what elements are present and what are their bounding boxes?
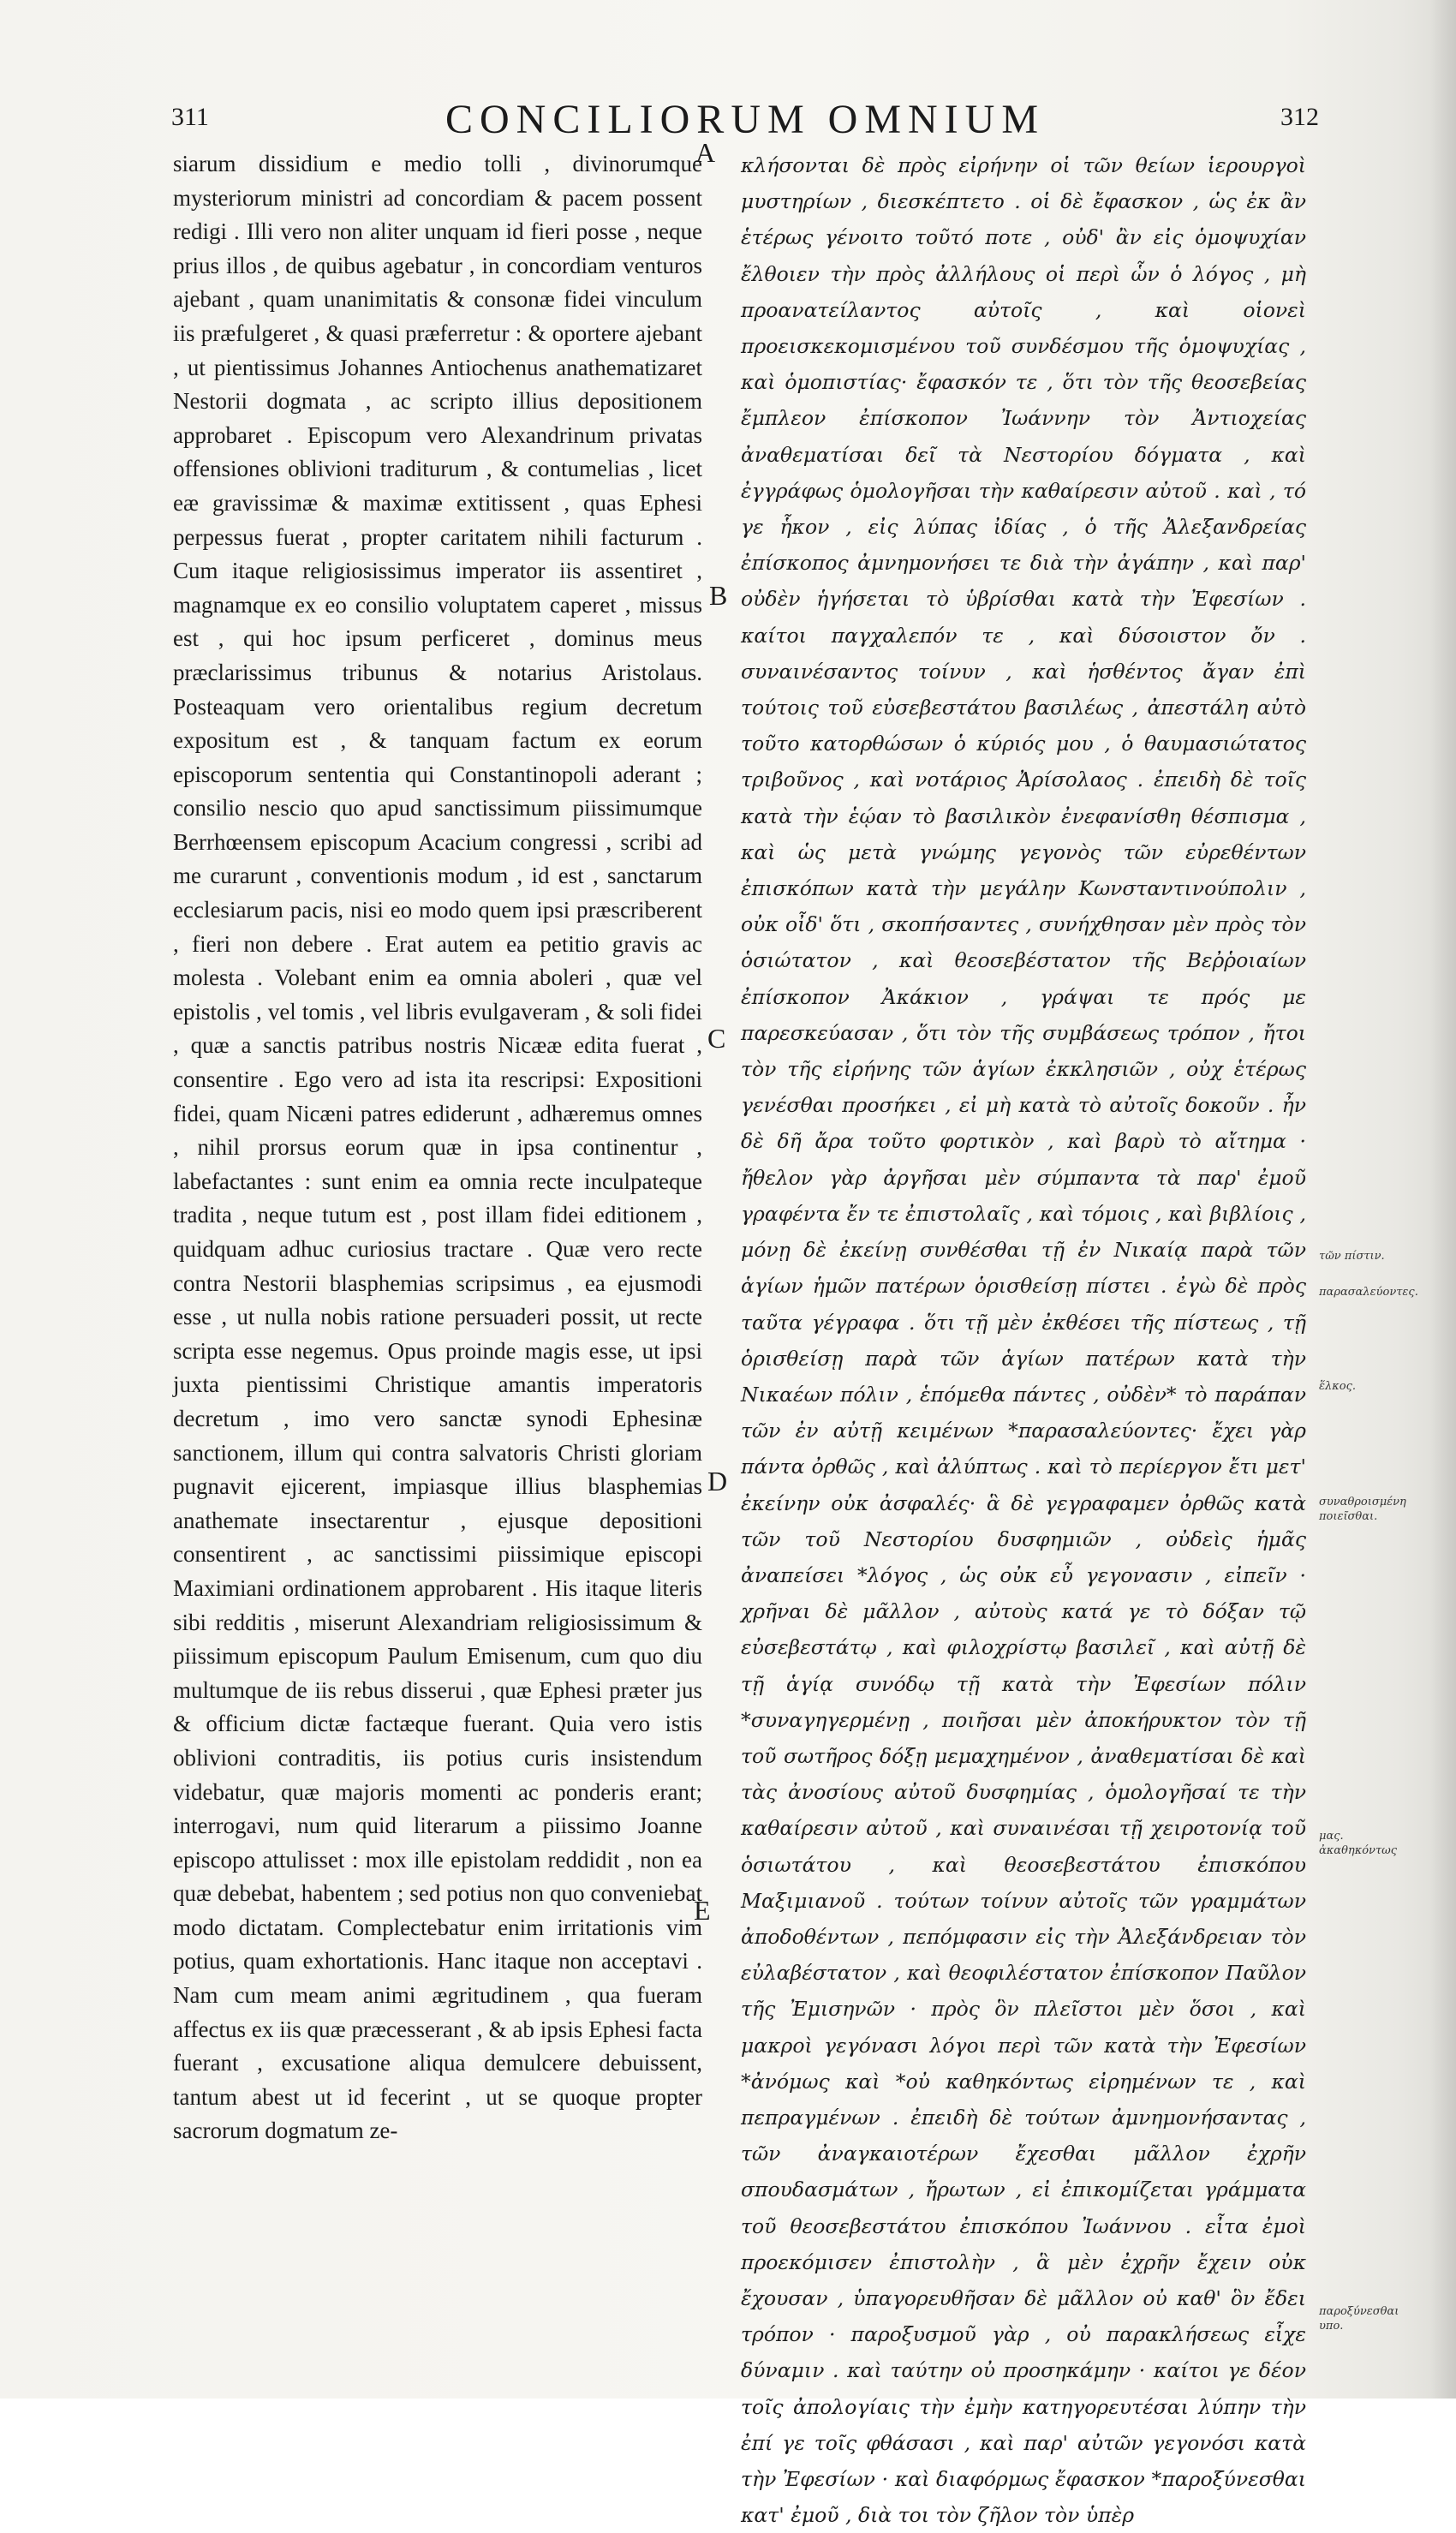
section-letter-b: B (709, 580, 728, 611)
page-number-right: 312 (1280, 103, 1319, 131)
page-number-left: 311 (171, 103, 209, 131)
latin-column (173, 147, 702, 2148)
section-letter-e: E (694, 1895, 711, 1926)
latin-text: siarum dissidium e medio tolli , divinorumque mysteriorum ministri ad concordiam & pacem possent redigi . Illi vero non aliter unquam id fieri posse , neque prius illos , de quibus agebatur , in concordiam venturos ajebant , quam unanimitatis & consonæ fidei vinculum iis præfulgeret , & quasi præferretur : & oportere ajebant , ut pientissimus Johannes Antiochenus anathematizaret Nestorii dogmata , ac scripto illius depositionem approbaret . Episcopum vero Alexandrinum privatas offensiones oblivioni traditurum , & contumelias , licet eæ gravissimæ & maximæ extitissent , quas Ephesi perpessus fuerat , propter caritatem nihili facturum . Cum itaque religiosissimus imperator iis assentiret , magnamque ex eo consilio voluptatem caperet , missus est , qui hoc ipsum perficeret , dominus meus præclarissimus tribunus & notarius Aristolaus. Posteaquam vero orientalibus regium decretum expositum est , & tanquam factum ex eorum episcoporum sententia qui Constantinopoli aderant ; consilio nescio quo apud sanctissimum piissimumque Berrhœensem episcopum Acacium congressi , scribi ad me curarunt , conventionis modum , id est , sanctarum ecclesiarum pacis, nisi eo modo quem ipsi præscriberent , fieri non debere . Erat autem ea petitio gravis ac molesta . Volebant enim ea omnia aboleri , quæ vel epistolis , vel tomis , vel libris evulgaveram , & soli fidei , quæ a sanctis patribus nostris Nicææ edita fuerat , consentire . Ego vero ad ista ita rescripsi: Expositioni fidei, quam Nicæni patres ediderunt , adhæremus omnes , nihil prorsus eorum quæ in ipsa continentur , labefactantes : sunt enim ea omnia recte inculpateque tradita , neque tutum est , post illam fidei editionem , quidquam adhuc curiosius tractare . Quæ vero recte contra Nestorii blasphemias scripsimus , ea ejusmodi esse , ut nulla nobis ratione persuaderi possit, ut recte scripta esse negemus. Opus proinde magis esse, ut ipsi juxta pientissimi Christique amantis imperatoris decretum , imo vero sanctæ synodi Ephesinæ sanctionem, illum qui contra salvatoris Christi gloriam pugnavit ejicerent, impiasque illius blasphemias anathemate insectarentur , ejusque depositioni consentirent , ac sanctissimi piissimique episcopi Maximiani ordinationem approbarent . His itaque literis sibi redditis , miserunt Alexandriam religiosissimum & piissimum episcopum Paulum Emisenum, cum quo diu multumque de iis rebus disserui , quæ Ephesi præter jus & officium dictæ factæque fuerant. Quia vero istis oblivioni contraditis, iis potius curis insistendum videbatur, quæ majoris momenti ac ponderis erant; interrogavi, num quid literarum a piissimo Joanne episcopo attulisset : mox ille epistolam reddidit , non ea quæ debebat, habentem ; sed potius non quo conveniebat modo dictatam. Complectebatur enim irritationis vim potius, quam exhortationis. Hanc itaque non acceptavi . Nam cum meam animi ægritudinem , qua fueram affectus ex iis quæ præcesserant , & ab ipsis Ephesi facta fuerant , excusatione aliqua demulcere debuissent, tantum abest ut id fecerint , ut se quoque propter sacrorum dogmatum ze- (173, 151, 702, 2144)
margin-note: τῶν πίστιν. (1319, 1250, 1385, 1263)
margin-note: παροξύνεσθαι υπο. (1319, 2305, 1399, 2333)
margin-note: μας. ἀκαθηκόντως (1319, 1830, 1398, 1857)
greek-text: κλήσονται δὲ πρὸς εἰρήνην οἱ τῶν θείων ἱερουργοὶ μυστηρίων , διεσκέπτετο . οἱ δὲ ἔφασκον , ὡς ἐκ ἂν ἑτέρως γένοιτο τοῦτό ποτε , οὐδ' ἂν εἰς ὁμοψυχίαν ἔλθοιεν τὴν πρὸς ἀλλήλους οἱ περὶ ὧν ὁ λόγος , μὴ προανατείλαντος αὐτοῖς , καὶ οἱονεὶ προεισκεκομισμένου τοῦ συνδέσμου τῆς ὁμοψυχίας , καὶ ὁμοπιστίας· ἔφασκόν τε , ὅτι τὸν τῆς θεοσεβείας ἔμπλεον ἐπίσκοπον Ἰωάννην τὸν Ἀντιοχείας ἀναθεματίσαι δεῖ τὰ Νεστορίου δόγματα , καὶ ἐγγράφως ὁμολογῆσαι τὴν καθαίρεσιν αὐτοῦ . καὶ , τό γε ἧκον , εἰς λύπας ἰδίας , ὁ τῆς Ἀλεξανδρείας ἐπίσκοπος ἀμνημονήσει τε διὰ τὴν ἀγάπην , καὶ παρ' οὐδὲν ἡγήσεται τὸ ὑβρίσθαι κατὰ τὴν Ἐφεσίων . καίτοι παγχαλεπόν τε , καὶ δύσοιστον ὄν . συναινέσαντος τοίνυν , καὶ ἡσθέντος ἄγαν ἐπὶ τούτοις τοῦ εὐσεβεστάτου βασιλέως , ἀπεστάλη αὐτὸ τοῦτο κατορθώσων ὁ κύριός μου , ὁ θαυμασιώτατος τριβοῦνος , καὶ νοτάριος Ἀρίσολαος . ἐπειδὴ δὲ τοῖς κατὰ τὴν ἑῴαν τὸ βασιλικὸν ἐνεφανίσθη θέσπισμα , καὶ ὡς μετὰ γνώμης γεγονὸς τῶν εὐρεθέντων ἐπισκόπων κατὰ τὴν μεγάλην Κωνσταντινούπολιν , οὐκ οἶδ' ὅτι , σκοπήσαντες , συνήχθησαν μὲν πρὸς τὸν ὁσιώτατον , καὶ θεοσεβέστατον τῆς Βεῤῥοιαίων ἐπίσκοπον Ἀκάκιον , γράψαι τε πρός με παρεσκεύασαν , ὅτι τὸν τῆς συμβάσεως τρόπον , ἤτοι τὸν τῆς εἰρήνης τῶν ἁγίων ἐκκλησιῶν , οὐχ ἑτέρως γενέσθαι προσήκει , εἰ μὴ κατὰ τὸ αὐτοῖς δοκοῦν . ἦν δὲ δῆ ἄρα τοῦτο φορτικὸν , καὶ βαρὺ τὸ αἴτημα · ἤθελον γὰρ ἀργῆσαι μὲν σύμπαντα τὰ παρ' ἐμοῦ γραφέντα ἔν τε ἐπιστολαῖς , καὶ τόμοις , καὶ βιβλίοις , μόνῃ δὲ ἐκείνῃ συνθέσθαι τῇ ἐν Νικαίᾳ παρὰ τῶν ἁγίων ἡμῶν πατέρων ὁρισθείσῃ πίστει . ἐγὼ δὲ πρὸς ταῦτα γέγραφα . ὅτι τῇ μὲν ἐκθέσει τῆς πίστεως , τῇ ὁρισθείσῃ παρὰ τῶν ἁγίων πατέρων κατὰ τὴν Νικαέων πόλιν , ἑπόμεθα πάντες , οὐδὲν* τὸ παράπαν τῶν ἐν αὐτῇ κειμένων *παρασαλεύοντες· ἔχει γὰρ πάντα ὀρθῶς , καὶ ἀλύπτως . καὶ τὸ περίεργον ἔτι μετ' ἐκείνην οὐκ ἀσφαλές· ἃ δὲ γεγραφαμεν ὀρθῶς κατὰ τῶν τοῦ Νεστορίου δυσφημιῶν , οὐδεὶς ἡμᾶς ἀναπείσει *λόγος , ὡς οὐκ εὖ γεγονασιν , εἰπεῖν · χρῆναι δὲ μᾶλλον , αὐτοὺς κατά γε τὸ δόξαν τῷ εὐσεβεστάτῳ , καὶ φιλοχρίστῳ βασιλεῖ , καὶ αὐτῇ δὲ τῇ ἁγίᾳ συνόδῳ τῇ κατὰ τὴν Ἐφεσίων πόλιν *συναγηγερμένῃ , ποιῆσαι μὲν ἀποκήρυκτον τὸν τῇ τοῦ σωτῆρος δόξῃ μεμαχημένον , ἀναθεματίσαι δὲ καὶ τὰς ἀνοσίους αὐτοῦ δυσφημίας , ὁμολογῆσαί τε τὴν καθαίρεσιν αὐτοῦ , καὶ συναινέσαι τῇ χειροτονίᾳ τοῦ ὁσιωτάτου , καὶ θεοσεβεστάτου ἐπισκόπου Μαξιμιανοῦ . τούτων τοίνυν αὐτοῖς τῶν γραμμάτων ἀποδοθέντων , πεπόμφασιν εἰς τὴν Ἀλεξάνδρειαν τὸν εὐλαβέστατον , καὶ θεοφιλέστατον ἐπίσκοπον Παῦλον τῆς Ἐμισηνῶν · πρὸς ὃν πλεῖστοι μὲν ὅσοι , καὶ μακροὶ γεγόνασι λόγοι περὶ τῶν κατὰ τὴν Ἐφεσίων *ἀνόμως καὶ *οὐ καθηκόντως εἰρημένων τε , καὶ πεπραγμένων . ἐπειδὴ δὲ τούτων ἀμνημονήσαντας , τῶν ἀναγκαιοτέρων ἔχεσθαι μᾶλλον ἐχρῆν σπουδασμάτων , ἤρωτων , εἰ ἐπικομίζεται γράμματα τοῦ θεοσεβεστάτου ἐπισκόπου Ἰωάννου . εἶτα ἐμοὶ προεκόμισεν ἐπιστολὴν , ἃ μὲν ἐχρῆν ἔχειν οὐκ ἔχουσαν , ὑπαγορευθῆσαν δὲ μᾶλλον οὐ καθ' ὃν ἔδει τρόπον · παροξυσμοῦ γὰρ , οὐ παρακλήσεως εἶχε δύναμιν . καὶ ταύτην οὐ προσηκάμην · καίτοι γε δέον τοῖς ἀπολογίαις τὴν ἐμὴν κατηγορευτέσαι λύπην τὴν ἐπί γε τοῖς φθάσασι , καὶ παρ' αὐτῶν γεγονόσι κατὰ τὴν Ἐφεσίων · καὶ διαφόρμως ἔφασκον *παροξύνεσθαι κατ' ἐμοῦ , διὰ τοι τὸν ζῆλον τὸν ὑπὲρ (741, 153, 1306, 2528)
page-edge-shade (1430, 0, 1456, 2399)
margin-note: συναθροισμένη ποιεῖσθαι. (1319, 1496, 1406, 1523)
section-letter-d: D (707, 1466, 728, 1497)
greek-column (741, 147, 1306, 2533)
margin-note: ἕλκος. (1319, 1380, 1356, 1393)
section-letter-c: C (707, 1023, 726, 1054)
page-header (171, 96, 1319, 147)
running-title: CONCILIORUM OMNIUM (445, 97, 1045, 142)
margin-note: παρασαλεύοντες. (1319, 1286, 1418, 1299)
section-letter-a: A (695, 137, 716, 168)
